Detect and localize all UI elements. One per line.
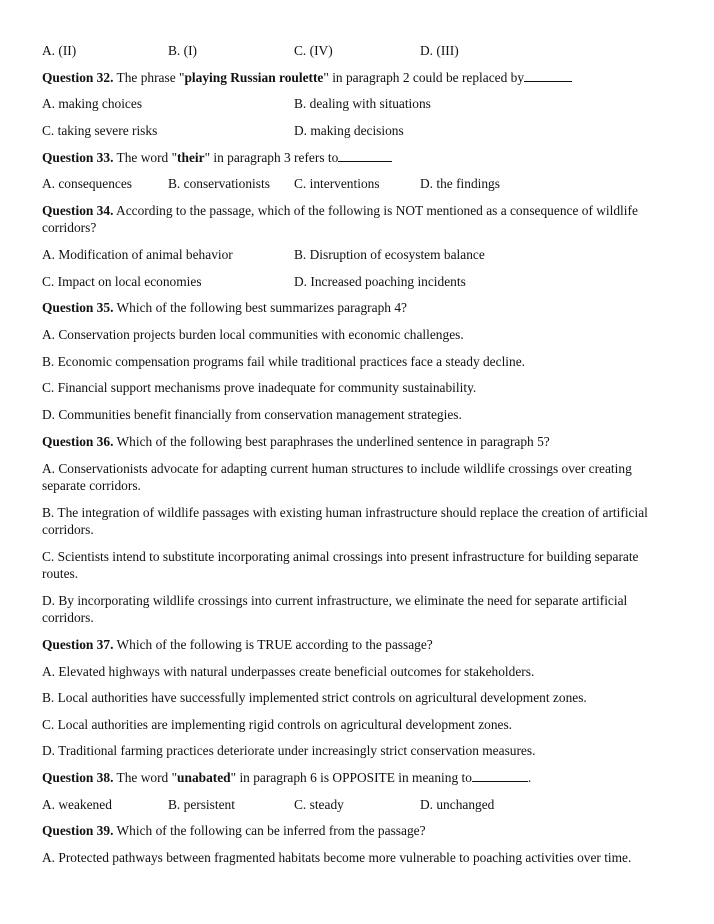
q39-label: Question 39. xyxy=(42,823,114,838)
q35-option-c: C. Financial support mechanisms prove inadequate for community sustainability. xyxy=(42,380,477,395)
q32-phrase: playing Russian roulette xyxy=(184,70,324,85)
q32-options-row1 xyxy=(42,95,682,112)
q36-stem xyxy=(42,433,672,450)
q34-options-row2 xyxy=(42,273,682,290)
q34-option-d: D. Increased poaching incidents xyxy=(294,274,466,289)
q33-option-c: C. interventions xyxy=(294,176,380,191)
q38-word: unabated xyxy=(177,770,231,785)
q35-option-b: B. Economic compensation programs fail while traditional practices face a steady decline. xyxy=(42,354,525,369)
q31-option-a: A. (II) xyxy=(42,43,77,58)
q32-option-b: B. dealing with situations xyxy=(294,96,431,111)
q32-options-row2 xyxy=(42,122,682,139)
q35-stem xyxy=(42,299,672,316)
q34-option-c: C. Impact on local economies xyxy=(42,274,202,289)
q38-option-a: A. weakened xyxy=(42,797,112,812)
q38-stem xyxy=(42,769,672,786)
q38-text-before: The word " xyxy=(113,770,178,785)
q31-option-b: B. (I) xyxy=(168,43,198,58)
q37-option-d: D. Traditional farming practices deteriorate under increasingly strict conservation measures. xyxy=(42,743,536,758)
q34-stem xyxy=(42,202,672,236)
q34-options-row1 xyxy=(42,246,682,263)
q34-text: According to the passage, which of the following is NOT mentioned as a consequence of wildlife corridors? xyxy=(42,203,638,235)
q38-option-c: C. steady xyxy=(294,797,344,812)
q38-options xyxy=(42,796,682,813)
q36-label: Question 36. xyxy=(42,434,114,449)
q31-options xyxy=(42,42,682,59)
q35-option-d: D. Communities benefit financially from conservation management strategies. xyxy=(42,407,462,422)
q37-option-b: B. Local authorities have successfully implemented strict controls on agricultural development zones. xyxy=(42,690,587,705)
q33-label: Question 33. xyxy=(42,150,114,165)
q34-option-a: A. Modification of animal behavior xyxy=(42,247,233,262)
q32-option-a: A. making choices xyxy=(42,96,143,111)
q36-text: Which of the following best paraphrases the underlined sentence in paragraph 5? xyxy=(113,434,550,449)
q36-option-c: C. Scientists intend to substitute incorporating animal crossings into present infrastructure for building separate routes. xyxy=(42,549,639,581)
q39-option-a: A. Protected pathways between fragmented habitats become more vulnerable to poaching activities over time. xyxy=(42,850,632,865)
q36-option-a: A. Conservationists advocate for adapting current human structures to include wildlife crossings over creating separate corridors. xyxy=(42,461,632,493)
q33-option-a: A. consequences xyxy=(42,176,132,191)
q37-stem xyxy=(42,636,672,653)
q32-option-d: D. making decisions xyxy=(294,123,404,138)
q36-option-d: D. By incorporating wildlife crossings into current infrastructure, we eliminate the need for separate artificial corridors. xyxy=(42,593,628,625)
q32-text-after: " in paragraph 2 could be replaced by xyxy=(323,70,525,85)
q37-text: Which of the following is TRUE according to the passage? xyxy=(113,637,433,652)
q34-option-b: B. Disruption of ecosystem balance xyxy=(294,247,485,262)
q32-answer-blank xyxy=(524,69,572,82)
q32-text-before: The phrase " xyxy=(113,70,185,85)
q38-end: . xyxy=(527,770,532,785)
q38-text-after: " in paragraph 6 is OPPOSITE in meaning to xyxy=(230,770,472,785)
q33-options xyxy=(42,175,682,192)
q39-text: Which of the following can be inferred from the passage? xyxy=(113,823,426,838)
q33-word: their xyxy=(177,150,205,165)
q37-option-c: C. Local authorities are implementing rigid controls on agricultural development zones. xyxy=(42,717,513,732)
q32-option-c: C. taking severe risks xyxy=(42,123,158,138)
q38-answer-blank xyxy=(472,769,528,782)
q35-label: Question 35. xyxy=(42,300,114,315)
q31-option-d: D. (III) xyxy=(420,43,459,58)
q32-stem xyxy=(42,69,672,86)
q33-stem xyxy=(42,149,672,166)
q35-text: Which of the following best summarizes paragraph 4? xyxy=(113,300,407,315)
q33-option-b: B. conservationists xyxy=(168,176,270,191)
q31-option-c: C. (IV) xyxy=(294,43,333,58)
q33-option-d: D. the findings xyxy=(420,176,500,191)
q37-label: Question 37. xyxy=(42,637,114,652)
q39-stem xyxy=(42,822,672,839)
q36-option-b: B. The integration of wildlife passages with existing human infrastructure should replace the creation of artificial corridors. xyxy=(42,505,648,537)
q33-answer-blank xyxy=(338,149,392,162)
q37-option-a: A. Elevated highways with natural underpasses create beneficial outcomes for stakeholders. xyxy=(42,664,535,679)
q34-label: Question 34. xyxy=(42,203,114,218)
q32-label: Question 32. xyxy=(42,70,114,85)
q33-text-before: The word " xyxy=(113,150,178,165)
q38-option-d: D. unchanged xyxy=(420,797,495,812)
q33-text-after: " in paragraph 3 refers to xyxy=(204,150,339,165)
q38-option-b: B. persistent xyxy=(168,797,235,812)
q38-label: Question 38. xyxy=(42,770,114,785)
q35-option-a: A. Conservation projects burden local communities with economic challenges. xyxy=(42,327,464,342)
